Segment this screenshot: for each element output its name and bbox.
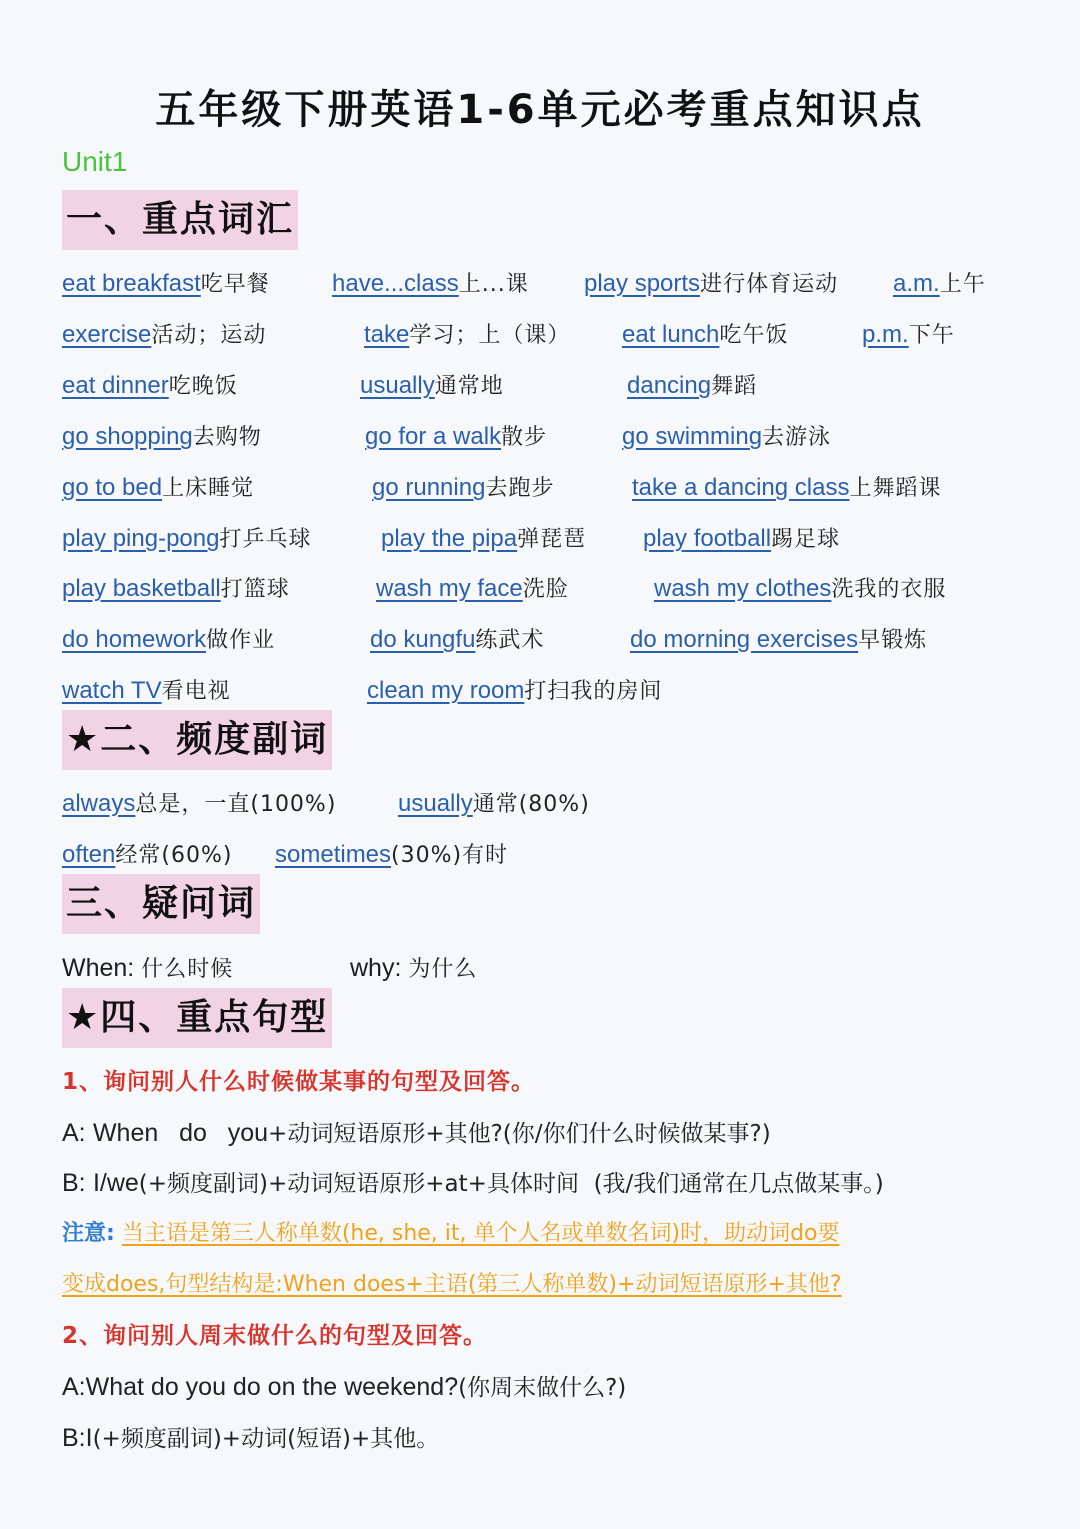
question-word-when: When: 什么时候 [62,954,234,982]
vocab-item: play football踢足球 [643,525,841,552]
section-question-words: 三、疑问词 [62,874,260,934]
vocab-item: go for a walk散步 [365,423,548,450]
page-title: 五年级下册英语1-6单元必考重点知识点 [155,87,925,133]
question-words-row [0,948,1080,988]
vocab-item: eat dinner吃晚饭 [62,372,238,399]
unit-label: Unit1 [62,146,128,177]
vocab-item: watch TV看电视 [62,677,231,704]
section-frequency-adverbs: ★二、频度副词 [62,710,332,770]
vocab-row-7 [0,569,1080,609]
pattern-2-question: A:What do you do on the weekend?(你周末做什么?) [62,1373,627,1401]
pattern-2-title: 2、询问别人周末做什么的句型及回答。 [62,1323,488,1349]
vocab-item: clean my room打扫我的房间 [367,677,663,704]
freq-row-2 [0,835,1080,875]
section-key-sentences: ★四、重点句型 [62,988,332,1048]
vocab-item: go shopping去购物 [62,423,262,450]
vocab-item: wash my face洗脸 [376,575,569,602]
vocab-item: p.m.下午 [862,321,955,348]
pattern-1-note-cont: 变成does,句型结构是:When does+主语(第三人称单数)+动词短语原形+其他? [62,1272,842,1297]
pattern-1-answer: B: I/we(+频度副词)+动词短语原形+at+具体时间 (我/我们通常在几点做某事。) [62,1169,884,1197]
vocab-row-6 [0,519,1080,559]
vocab-item: eat lunch吃午饭 [622,321,789,348]
pattern-1-question: A: When do you+动词短语原形+其他?(你/你们什么时候做某事?) [62,1119,771,1147]
vocab-item: play sports进行体育运动 [584,270,839,297]
freq-item: sometimes(30%)有时 [275,841,509,868]
section-vocabulary: 一、重点词汇 [62,190,298,250]
vocab-item: go to bed上床睡觉 [62,474,255,501]
vocab-row-4 [0,417,1080,457]
pattern-1-note: 注意: 当主语是第三人称单数(he, she, it, 单个人名或单数名词)时，助动词do要 [62,1221,840,1246]
question-word-why: why: 为什么 [350,954,478,982]
vocab-item: take学习；上（课） [364,321,571,348]
vocab-item: wash my clothes洗我的衣服 [654,575,947,602]
vocab-row-5 [0,468,1080,508]
pattern-2-answer: B:I(+频度副词)+动词(短语)+其他。 [62,1424,440,1452]
vocab-item: go running去跑步 [372,474,555,501]
vocab-row-1 [0,264,1080,304]
vocab-item: take a dancing class上舞蹈课 [632,474,942,501]
freq-item: always总是，一直(100%) [62,790,337,817]
vocab-item: play the pipa弹琵琶 [381,525,587,552]
vocab-row-8 [0,620,1080,660]
vocab-item: do homework做作业 [62,626,276,653]
vocab-item: dancing舞蹈 [627,372,758,399]
vocab-item: do morning exercises早锻炼 [630,626,928,653]
vocab-item: play basketball打篮球 [62,575,290,602]
vocab-row-9 [0,671,1080,711]
vocab-item: eat breakfast吃早餐 [62,270,270,297]
vocab-item: go swimming去游泳 [622,423,832,450]
vocab-item: usually通常地 [360,372,504,399]
pattern-1-title: 1、询问别人什么时候做某事的句型及回答。 [62,1069,536,1095]
vocab-item: play ping-pong打乒乓球 [62,525,312,552]
freq-item: usually通常(80%) [398,790,590,817]
vocab-item: exercise活动；运动 [62,321,267,348]
vocab-item: a.m.上午 [893,270,986,297]
vocab-row-2 [0,315,1080,355]
freq-item: often经常(60%) [62,841,233,868]
freq-row-1 [0,784,1080,824]
vocab-item: have...class上...课 [332,270,529,297]
vocab-row-3 [0,366,1080,406]
vocab-item: do kungfu练武术 [370,626,545,653]
